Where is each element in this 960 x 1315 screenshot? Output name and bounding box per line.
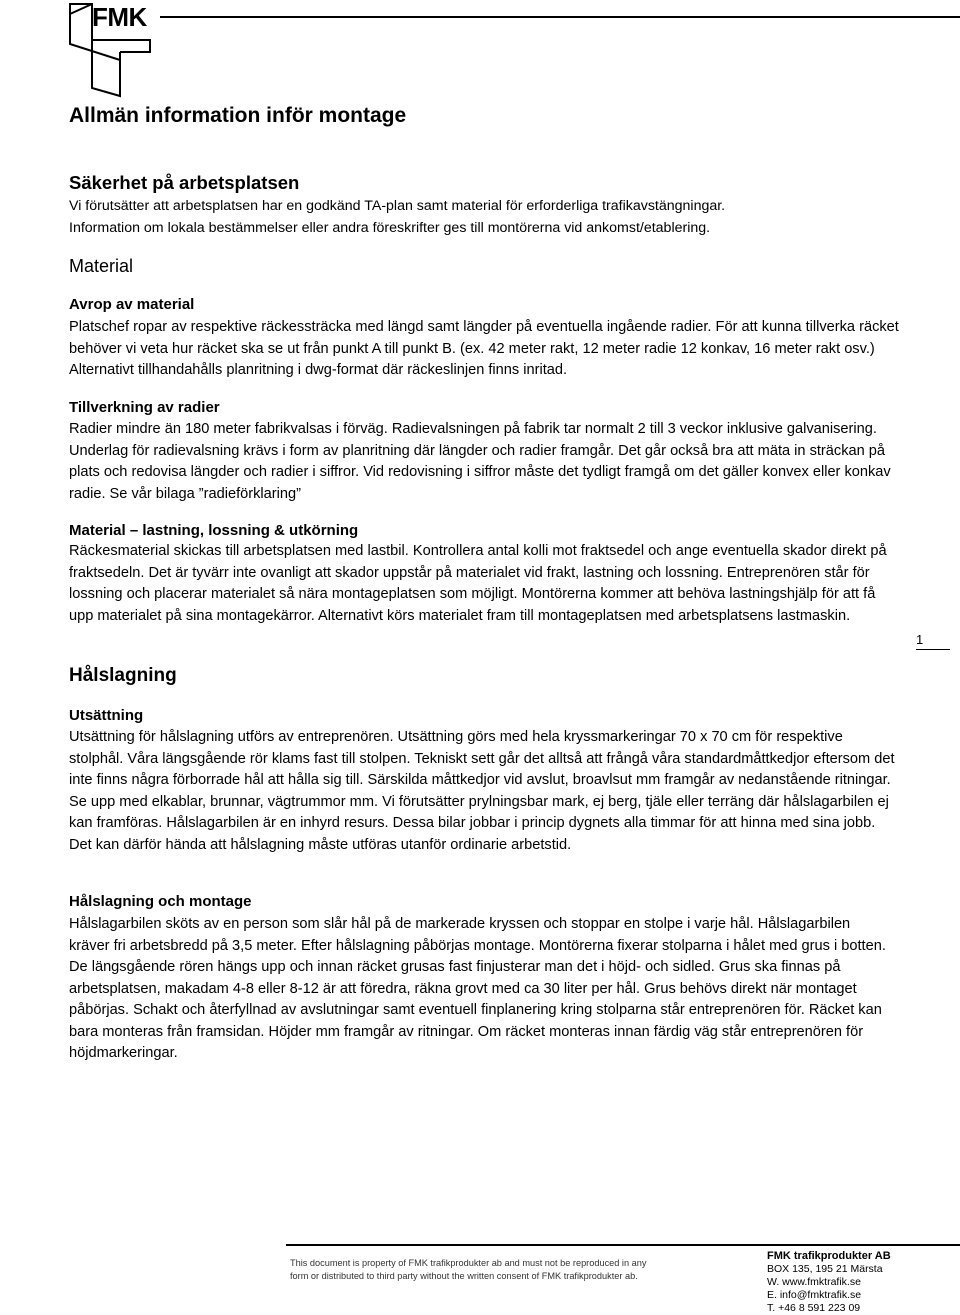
order-heading: Avrop av material bbox=[69, 296, 195, 313]
company-address: BOX 135, 195 21 Märsta bbox=[767, 1263, 883, 1275]
logo-text: FMK bbox=[92, 2, 147, 32]
marking-text: Utsättning för hålslagning utförs av entreprenören. Utsättning görs med hela kryssmarkeringar 70 x 70 cm för respektive stolphål. Våra längsgående rör klams fast till stolpen. Tekniskt sett går det alltså att frångå våra standardmåttkedjor eftersom det inte finns några förborrade hål att hålla sig till. Särskilda måttkedjor vid avslut, broavlsut mm framgår av nedanstående ritningar. Se upp med elkablar, brunnar, vägtrummor mm. Vi förutsätter prylningsbar mark, ej berg, tjäle eller terräng där hålslagarbilen ej kan framföras. Hålslagarbilen är en inhyrd resurs. Dessa bilar jobbar i princip dygnets alla timmar för att hinna med sina jobb. Det kan därför hända att hålslagning måste utföras utanför ordinarie arbetstid. bbox=[69, 729, 895, 853]
mounting-text: Hålslagarbilen sköts av en person som slår hål på de markerade kryssen och stoppar en stolpe i varje hål. Hålslagarbilen kräver fri arbetsbredd på 3,5 meter. Efter hålslagning påbörjas montage. Montörerna fixerar stolparna i hålet med grus i botten. De längsgående rören hängs upp och innan räcket grusas fast finjusterar man det i höjd- och sidled. Grus ska finnas på arbetsplatsen, makadam 4-8 eller 8-12 är att föredra, räkna grovt med ca 30 liter per hål. Grus behövs direkt när montaget påbörjas. Schakt och återfyllnad av avslutningar samt eventuell finplanering kring stolparna står entreprenören för. Räcket kan bara monteras från framsidan. Höjder mm framgår av ritningar. Om räcket monteras innan färdig väg står entreprenören för höjdmarkeringar. bbox=[69, 916, 886, 1061]
company-logo bbox=[62, 0, 170, 98]
material-heading: Material bbox=[69, 256, 134, 276]
holes-heading: Hålslagning bbox=[69, 665, 177, 686]
company-phone: T. +46 8 591 223 09 bbox=[767, 1302, 861, 1314]
footer-company bbox=[767, 1250, 957, 1315]
loading-text: Räckesmaterial skickas till arbetsplatsen med lastbil. Kontrollera antal kolli mot fraktsedel och ange eventuella skador direkt på fraktsedeln. Det är tyvärr inte ovanligt att skador uppstår på materialet vid frakt, lastning och lossning. Entreprenören står för lossning och placerar materialet så nära montageplatsen som möjligt. Montörerna kommer att behöva lastningshjälp för att få upp materialet på sina montagekärror. Alternativt körs materialet fram till montageplatsen med arbetsplatsens lastmaskin. bbox=[69, 543, 887, 624]
footer-disclaimer bbox=[290, 1257, 730, 1282]
header-rule bbox=[160, 16, 960, 18]
radius-text: Radier mindre än 180 meter fabrikvalsas i förväg. Radievalsningen på fabrik tar normalt 2 till 3 veckor inklusive galvanisering. Underlag för radievalsning krävs i form av planritning där längder och radier framgår. Det går också bra att mäta in sträckan på plats och redovisa längder och radier i siffror. Vid redovisning i siffror måste det tydligt framgå om det gäller konvex eller konkav radie. Se vår bilaga ”radieförklaring” bbox=[69, 421, 891, 502]
page-number-rule bbox=[916, 649, 950, 650]
mounting-heading: Hålslagning och montage bbox=[69, 893, 252, 910]
radius-heading: Tillverkning av radier bbox=[69, 399, 220, 416]
safety-text bbox=[69, 196, 899, 239]
safety-heading: Säkerhet på arbetsplatsen bbox=[69, 172, 300, 193]
order-text: Platschef ropar av respektive räckessträcka med längd samt längder på eventuella ingående radier. För att kunna tillverka räcket behöver vi veta hur räcket ska se ut från punkt A till punkt B. (ex. 42 meter rakt, 12 meter radie 12 konkav, 16 meter rakt osv.) Alternativt tillhandahålls planritning i dwg-format där räckeslinjen finns inritad. bbox=[69, 319, 899, 378]
safety-line: Vi förutsätter att arbetsplatsen har en godkänd TA-plan samt material för erforderliga trafikavstängningar. bbox=[69, 198, 726, 214]
page-title: Allmän information inför montage bbox=[69, 104, 407, 127]
company-web: W. www.fmktrafik.se bbox=[767, 1276, 861, 1288]
page-number: 1 bbox=[916, 632, 924, 647]
footer-rule bbox=[286, 1244, 960, 1246]
disclaimer-line: form or distributed to third party without the written consent of FMK trafikprodukter ab. bbox=[290, 1270, 638, 1281]
disclaimer-line: This document is property of FMK trafikprodukter ab and must not be reproduced in any bbox=[290, 1258, 647, 1268]
company-name: FMK trafikprodukter AB bbox=[767, 1250, 891, 1262]
marking-heading: Utsättning bbox=[69, 707, 144, 724]
safety-line: Information om lokala bestämmelser eller andra föreskrifter ges till montörerna vid ankomst/etablering. bbox=[69, 219, 711, 236]
company-email: E. info@fmktrafik.se bbox=[767, 1289, 862, 1301]
loading-heading: Material – lastning, lossning & utkörning bbox=[69, 522, 359, 539]
